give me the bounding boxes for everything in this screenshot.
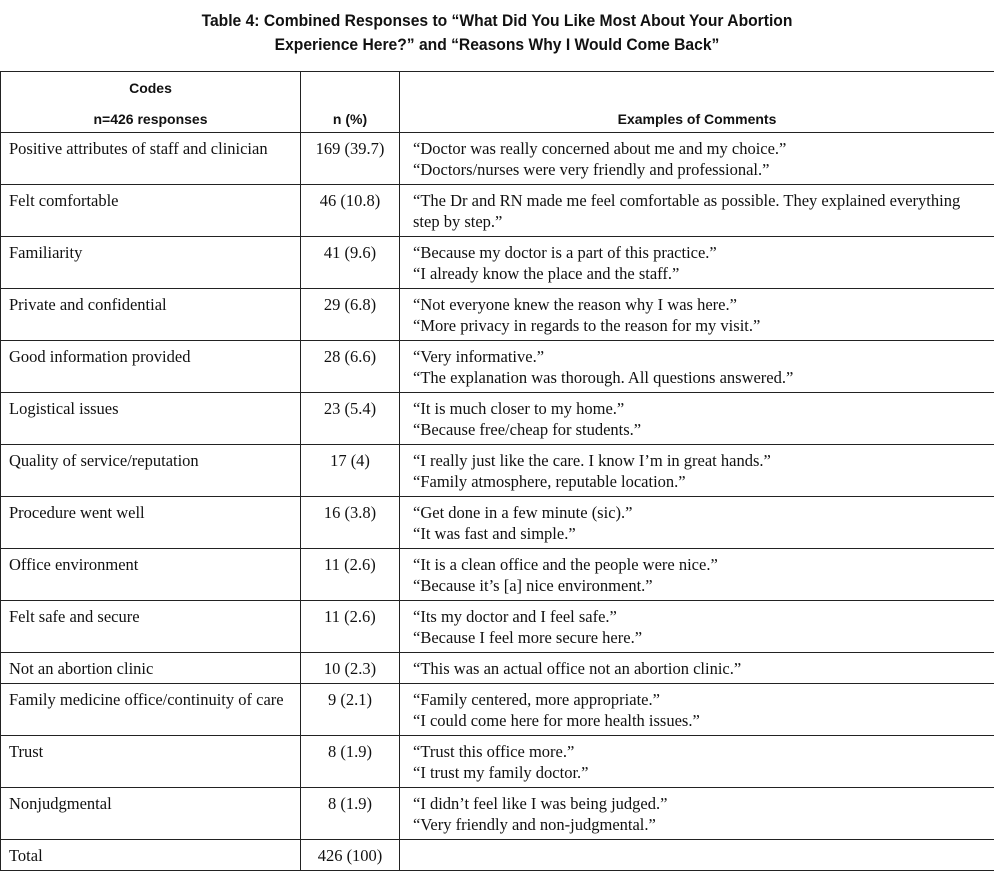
- row-comment: “More privacy in regards to the reason for my visit.”: [413, 316, 761, 335]
- table-title: [40, 9, 954, 57]
- row-comment: “Family atmosphere, reputable location.”: [413, 472, 686, 491]
- row-n-percent: 169 (39.7): [301, 133, 400, 185]
- row-n-percent: 11 (2.6): [301, 549, 400, 601]
- row-comments: [400, 549, 994, 601]
- row-n-percent: 9 (2.1): [301, 684, 400, 736]
- header-codes-sublabel: n=426 responses: [93, 111, 208, 127]
- row-comment: “Because my doctor is a part of this practice.”: [413, 243, 717, 262]
- row-code: Procedure went well: [1, 497, 301, 549]
- row-comment: “The explanation was thorough. All questions answered.”: [413, 368, 794, 387]
- table-total-row: [1, 840, 994, 871]
- row-comments: [400, 736, 994, 788]
- row-comment: “Very friendly and non-judgmental.”: [413, 815, 656, 834]
- row-n-percent: 41 (9.6): [301, 237, 400, 289]
- row-comment: “The Dr and RN made me feel comfortable as possible. They explained everything step by step.”: [413, 191, 961, 231]
- header-codes-label: Codes: [129, 80, 172, 96]
- row-code: Office environment: [1, 549, 301, 601]
- row-n-percent: 17 (4): [301, 445, 400, 497]
- table-row: [1, 185, 994, 237]
- row-n-percent: 46 (10.8): [301, 185, 400, 237]
- row-comment: “I really just like the care. I know I’m in great hands.”: [413, 451, 771, 470]
- row-code: Not an abortion clinic: [1, 653, 301, 684]
- total-label: Total: [1, 840, 301, 871]
- total-comments: [400, 840, 994, 871]
- row-n-percent: 28 (6.6): [301, 341, 400, 393]
- row-comment: “I could come here for more health issues.”: [413, 711, 700, 730]
- row-comment: “It is much closer to my home.”: [413, 399, 625, 418]
- table-row: [1, 601, 994, 653]
- table-header-row: [1, 72, 994, 133]
- header-examples-label: Examples of Comments: [617, 111, 777, 127]
- row-comment: “Its my doctor and I feel safe.”: [413, 607, 617, 626]
- table-title-line-1: Table 4: Combined Responses to “What Did You Like Most About Your Abortion: [201, 11, 793, 30]
- header-codes: [1, 72, 301, 133]
- row-code: Familiarity: [1, 237, 301, 289]
- row-comments: [400, 393, 994, 445]
- row-comments: [400, 185, 994, 237]
- responses-table: [0, 71, 994, 871]
- row-comments: [400, 133, 994, 185]
- row-comment: “Not everyone knew the reason why I was here.”: [413, 295, 737, 314]
- row-code: Positive attributes of staff and clinician: [1, 133, 301, 185]
- row-code: Nonjudgmental: [1, 788, 301, 840]
- table-row: [1, 497, 994, 549]
- row-comment: “I trust my family doctor.”: [413, 763, 589, 782]
- row-code: Felt safe and secure: [1, 601, 301, 653]
- row-comment: “This was an actual office not an abortion clinic.”: [413, 659, 742, 678]
- row-comments: [400, 684, 994, 736]
- row-comment: “Trust this office more.”: [413, 742, 575, 761]
- row-comment: “Because it’s [a] nice environment.”: [413, 576, 653, 595]
- header-examples: [400, 72, 994, 133]
- row-comments: [400, 289, 994, 341]
- row-n-percent: 8 (1.9): [301, 788, 400, 840]
- row-n-percent: 29 (6.8): [301, 289, 400, 341]
- row-comments: [400, 788, 994, 840]
- row-comments: [400, 341, 994, 393]
- row-n-percent: 11 (2.6): [301, 601, 400, 653]
- header-n-percent-label: n (%): [332, 111, 368, 127]
- row-n-percent: 16 (3.8): [301, 497, 400, 549]
- table-row: [1, 237, 994, 289]
- row-comment: “Doctors/nurses were very friendly and professional.”: [413, 160, 770, 179]
- row-comment: “Because free/cheap for students.”: [413, 420, 642, 439]
- row-code: Family medicine office/continuity of care: [1, 684, 301, 736]
- row-code: Private and confidential: [1, 289, 301, 341]
- table-row: [1, 653, 994, 684]
- row-code: Trust: [1, 736, 301, 788]
- table-body: [1, 133, 994, 871]
- row-comment: “Family centered, more appropriate.”: [413, 690, 660, 709]
- row-comment: “I already know the place and the staff.”: [413, 264, 680, 283]
- row-n-percent: 10 (2.3): [301, 653, 400, 684]
- row-comment: “Get done in a few minute (sic).”: [413, 503, 633, 522]
- table-row: [1, 684, 994, 736]
- row-comments: [400, 653, 994, 684]
- row-n-percent: 8 (1.9): [301, 736, 400, 788]
- row-comments: [400, 445, 994, 497]
- row-comments: [400, 237, 994, 289]
- table-title-line-2: Experience Here?” and “Reasons Why I Would Come Back”: [274, 35, 720, 54]
- row-n-percent: 23 (5.4): [301, 393, 400, 445]
- row-comment: “I didn’t feel like I was being judged.”: [413, 794, 668, 813]
- table-row: [1, 341, 994, 393]
- header-n-percent: [301, 72, 400, 133]
- row-comment: “Very informative.”: [413, 347, 545, 366]
- row-comments: [400, 601, 994, 653]
- table-row: [1, 289, 994, 341]
- row-code: Quality of service/reputation: [1, 445, 301, 497]
- table-row: [1, 788, 994, 840]
- row-code: Logistical issues: [1, 393, 301, 445]
- table-row: [1, 393, 994, 445]
- total-n-percent: 426 (100): [301, 840, 400, 871]
- table-row: [1, 549, 994, 601]
- row-comment: “It was fast and simple.”: [413, 524, 576, 543]
- row-comment: “Because I feel more secure here.”: [413, 628, 643, 647]
- table-row: [1, 133, 994, 185]
- row-comments: [400, 497, 994, 549]
- row-code: Felt comfortable: [1, 185, 301, 237]
- table-row: [1, 445, 994, 497]
- row-comment: “Doctor was really concerned about me and my choice.”: [413, 139, 787, 158]
- row-comment: “It is a clean office and the people were nice.”: [413, 555, 718, 574]
- table-row: [1, 736, 994, 788]
- row-code: Good information provided: [1, 341, 301, 393]
